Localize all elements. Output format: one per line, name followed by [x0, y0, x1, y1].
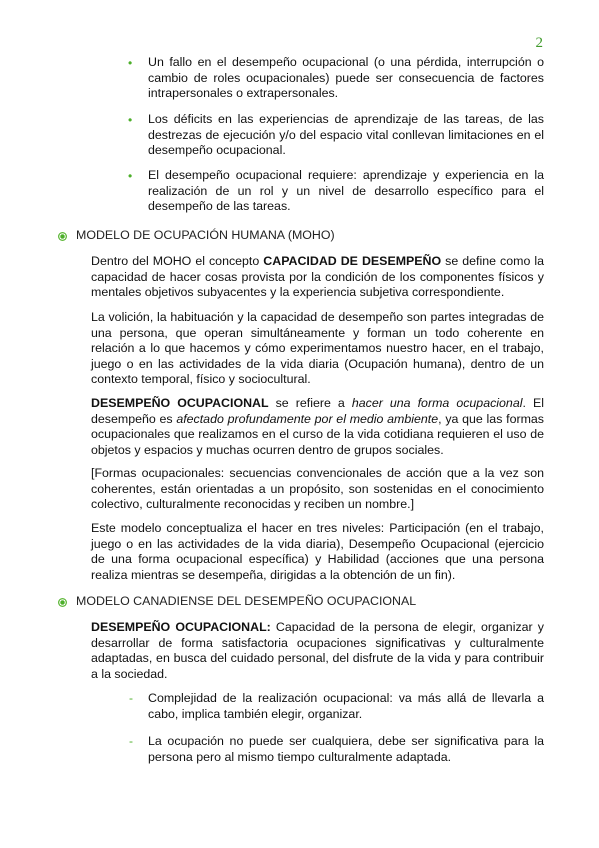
list-item: Complejidad de la realización ocupacional: va más allá de llevarla a cabo, implica también elegir, organizar. [148, 691, 544, 721]
bullet-marker: • [128, 113, 133, 127]
bold-term: CAPACIDAD DE DESEMPEÑO [263, 254, 442, 268]
bold-term: DESEMPEÑO OCUPACIONAL [91, 396, 269, 410]
dash-marker: - [129, 734, 133, 748]
section-bullet-icon [58, 232, 67, 241]
paragraph-formas: [Formas ocupacionales: secuencias convencionales de acción que a la vez son coherentes, están orientadas a un propósito, son sostenidas en el conocimiento colectivo, culturalmente reconocidas y reciben un nombre.] [91, 466, 544, 512]
section-heading-canadiense: MODELO CANADIENSE DEL DESEMPEÑO OCUPACIONAL [76, 594, 417, 608]
italic-term: afectado profundamente por el medio ambiente [176, 411, 439, 426]
page-number: 2 [535, 35, 543, 51]
paragraph-volicion: La volición, la habituación y la capacidad de desempeño son partes integradas de una persona, que operan simultáneamente y forman un todo coherente en relación a lo que hacemos y cómo experimentamos nuestro hacer, en el trabajo, juego o en las actividades de la vida diaria (Ocupación humana), dentro de un contexto temporal, físico y sociocultural. [91, 310, 544, 387]
text-span: Capacidad de la persona de elegir, organizar y desarrollar de forma satisfactoria ocupaciones significativas y culturalmente adaptadas, en busca del cuidado personal, del disfrute de la vida y para contribuir a la sociedad. [91, 620, 544, 681]
dash-marker: - [129, 691, 133, 705]
text-span: se refiere a [268, 396, 352, 410]
paragraph-capacidad [91, 254, 544, 301]
text-span: Dentro del MOHO el concepto [91, 254, 264, 268]
bullet-marker: • [128, 169, 133, 183]
bold-term: DESEMPEÑO OCUPACIONAL: [91, 620, 271, 634]
list-item: La ocupación no puede ser cualquiera, debe ser significativa para la persona pero al mismo tiempo culturalmente adaptada. [148, 734, 544, 764]
section-bullet-icon [58, 598, 67, 607]
bullet-marker: • [128, 56, 133, 70]
list-item: Los déficits en las experiencias de aprendizaje de las tareas, de las destrezas de ejecución y/o del espacio vital conllevan limitaciones en el desempeño ocupacional. [148, 112, 544, 158]
paragraph-canadiense [91, 620, 544, 682]
paragraph-niveles: Este modelo conceptualiza el hacer en tres niveles: Participación (en el trabajo, juego o en las actividades de la vida diaria), Desempeño Ocupacional (ejercicio de una forma ocupacional específica) y Habilidad (acciones que una persona realiza mientras se desempeña, dirigidas a la obtención de un fin). [91, 521, 544, 582]
paragraph-desempeno [91, 396, 544, 458]
section-heading-moho: MODELO DE OCUPACIÓN HUMANA (MOHO) [76, 228, 335, 242]
list-item: Un fallo en el desempeño ocupacional (o una pérdida, interrupción o cambio de roles ocupacionales) puede ser consecuencia de factores intrapersonales o extrapersonales. [148, 55, 544, 101]
text-span: , ya que las formas ocupacionales que realizamos en el curso de la vida cotidiana requieren el uso de objetos y espacios y muchas ocurren dentro de grupos sociales. [91, 411, 545, 457]
list-item: El desempeño ocupacional requiere: aprendizaje y experiencia en la realización de un rol y un nivel de desarrollo específico para el desempeño de las tareas. [148, 168, 544, 214]
italic-term: hacer una forma ocupacional [351, 396, 523, 410]
text-span: . El desempeño es [91, 396, 544, 426]
text-span: se define como la capacidad de hacer cosas provista por la condición de los componentes físicos y mentales objetivos subyacentes y la experiencia subjetiva correspondiente. [91, 254, 545, 300]
